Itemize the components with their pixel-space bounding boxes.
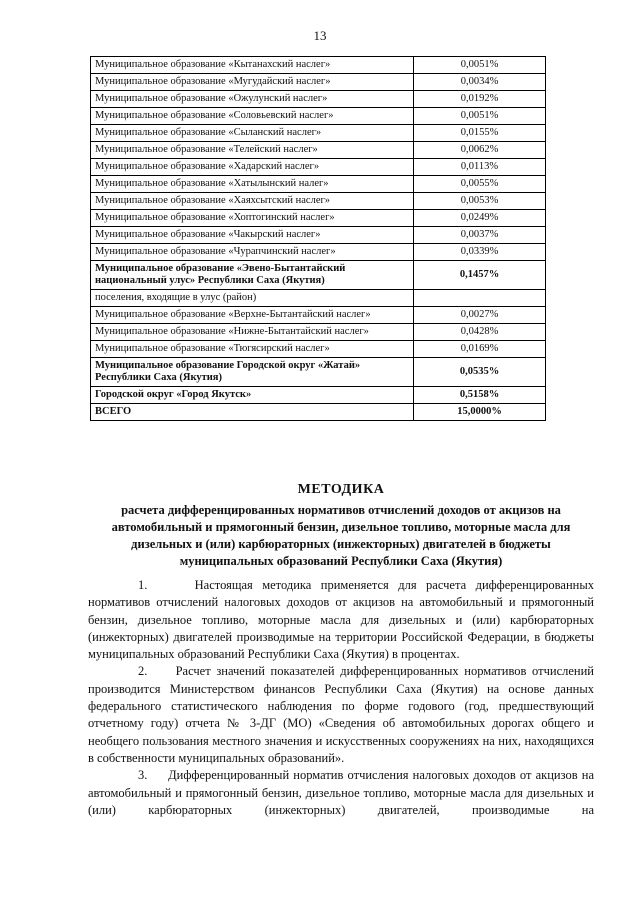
norms-table-body (91, 57, 546, 421)
norm-value-cell: 0,0339% (414, 244, 546, 261)
table-row (91, 341, 546, 358)
table-row (91, 290, 546, 307)
municipality-name-cell: Муниципальное образование «Телейский наслег» (91, 142, 414, 159)
table-row (91, 261, 546, 290)
table-row (91, 307, 546, 324)
norm-value-cell (414, 290, 546, 307)
municipality-name-cell: Муниципальное образование «Хатылынский налег» (91, 176, 414, 193)
norm-value-cell: 0,0535% (414, 358, 546, 387)
municipality-name-cell: Муниципальное образование «Верхне-Бытантайский наслег» (91, 307, 414, 324)
municipality-name-cell: Муниципальное образование «Ожулунский наслег» (91, 91, 414, 108)
norm-value-cell: 0,0155% (414, 125, 546, 142)
norm-value-cell: 0,0062% (414, 142, 546, 159)
norms-table (90, 56, 546, 421)
municipality-name-cell: Муниципальное образование «Эвено-Бытантайский национальный улус» Республики Саха (Якутия) (91, 261, 414, 290)
municipality-name-cell: поселения, входящие в улус (район) (91, 290, 414, 307)
methodology-header (88, 482, 594, 570)
norm-value-cell: 0,0428% (414, 324, 546, 341)
municipality-name-cell: Муниципальное образование «Сыланский наслег» (91, 125, 414, 142)
paragraph-1: 1. Настоящая методика применяется для расчета дифференцированных нормативов отчислений налоговых доходов от акцизов на автомобильный и прямогонный бензин, дизельное топливо, моторные масла для дизельных и (или) карбюраторных (инжекторных) двигателей производимые на территории Российской Федерации, в бюджеты муниципальных образований Республики Саха (Якутия) в процентах. (88, 578, 594, 662)
page-number: 13 (313, 28, 327, 43)
norm-value-cell: 0,0027% (414, 307, 546, 324)
municipality-name-cell: Муниципальное образование «Чурапчинский наслег» (91, 244, 414, 261)
table-row (91, 404, 546, 421)
norm-value-cell: 0,5158% (414, 387, 546, 404)
table-row (91, 227, 546, 244)
table-row (91, 142, 546, 159)
table-row (91, 244, 546, 261)
municipality-name-cell: Муниципальное образование «Нижне-Бытантайский наслег» (91, 324, 414, 341)
table-row (91, 74, 546, 91)
paragraph-2: 2. Расчет значений показателей дифференцированных нормативов отчислений производится Министерством финансов Республики Саха (Якутия) на основе данных федерального статистического наблюдения по форме годового (год, предшествующий отчетному году) отчета № 3-ДГ (МО) «Сведения об автомобильных дорогах общего и необщего пользования местного значения и искусственных сооружениях на них, находящихся в собственности муниципальных образований». (88, 664, 594, 765)
municipality-name-cell: Муниципальное образование Городской округ «Жатай» Республики Саха (Якутия) (91, 358, 414, 387)
municipality-name-cell: ВСЕГО (91, 404, 414, 421)
municipality-name-cell: Муниципальное образование «Тюгясирский наслег» (91, 341, 414, 358)
municipality-name-cell: Муниципальное образование «Чакырский наслег» (91, 227, 414, 244)
paragraph-3: 3. Дифференцированный норматив отчисления налоговых доходов от акцизов на автомобильный и прямогонный бензин, дизельное топливо, моторные масла для дизельных и (или) карбюраторных (инжекторных) двигателей, производимые на (88, 768, 594, 817)
methodology-body (88, 577, 594, 819)
methodology-title: МЕТОДИКА (297, 482, 385, 497)
municipality-name-cell: Муниципальное образование «Хаяхсытский наслег» (91, 193, 414, 210)
norm-value-cell: 0,0113% (414, 159, 546, 176)
table-row (91, 324, 546, 341)
norm-value-cell: 0,0249% (414, 210, 546, 227)
table-row (91, 358, 546, 387)
norm-value-cell: 0,1457% (414, 261, 546, 290)
norm-value-cell: 0,0051% (414, 108, 546, 125)
norm-value-cell: 0,0192% (414, 91, 546, 108)
municipality-name-cell: Муниципальное образование «Кытанахский наслег» (91, 57, 414, 74)
norm-value-cell: 0,0037% (414, 227, 546, 244)
table-row (91, 210, 546, 227)
norm-value-cell: 0,0034% (414, 74, 546, 91)
table-row (91, 159, 546, 176)
norm-value-cell: 0,0055% (414, 176, 546, 193)
table-row (91, 91, 546, 108)
norm-value-cell: 0,0169% (414, 341, 546, 358)
table-row (91, 125, 546, 142)
table-row (91, 193, 546, 210)
table-row (91, 176, 546, 193)
norm-value-cell: 0,0051% (414, 57, 546, 74)
municipality-name-cell: Муниципальное образование «Мугудайский наслег» (91, 74, 414, 91)
table-row (91, 108, 546, 125)
table-row (91, 57, 546, 74)
norm-value-cell: 15,0000% (414, 404, 546, 421)
municipality-name-cell: Муниципальное образование «Хадарский наслег» (91, 159, 414, 176)
norm-value-cell: 0,0053% (414, 193, 546, 210)
methodology-subtitle: расчета дифференцированных нормативов отчислений доходов от акцизов на автомобильный и прямогонный бензин, дизельное топливо, моторные масла для дизельных и (или) карбюраторных (инжекторных) двигателей в бюджеты муниципальных образований Республики Саха (Якутия) (111, 503, 571, 568)
municipality-name-cell: Муниципальное образование «Соловьевский наслег» (91, 108, 414, 125)
municipality-name-cell: Муниципальное образование «Хоптогинский наслег» (91, 210, 414, 227)
municipality-name-cell: Городской округ «Город Якутск» (91, 387, 414, 404)
table-row (91, 387, 546, 404)
